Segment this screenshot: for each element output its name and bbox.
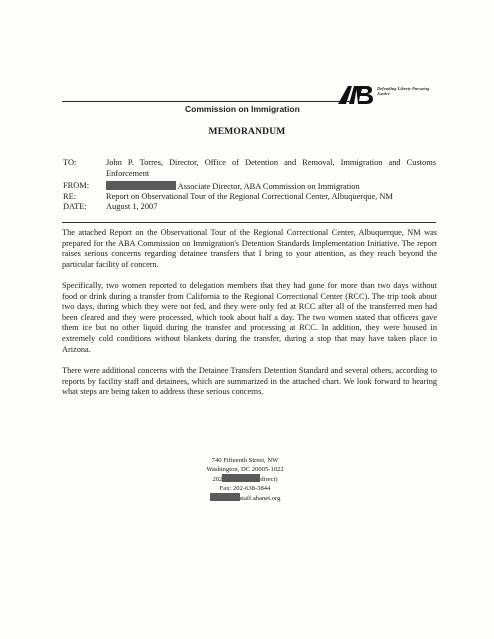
from-value: Associate Director, ABA Commission on Immigration [177, 182, 360, 191]
footer-email: staff.abanet.org [150, 493, 340, 503]
re-value: Report on Observational Tour of the Regional Correctional Center, Albuquerque, NM [106, 192, 393, 201]
redaction-block [210, 493, 240, 501]
footer-fax: Fax: 202-638-3844 [219, 485, 271, 492]
date-label: DATE: [63, 202, 87, 211]
header-rule [62, 101, 350, 102]
memo-title: MEMORANDUM [208, 127, 286, 137]
footer-phone: 202 direct) [212, 476, 278, 483]
from-field [106, 181, 436, 193]
body-paragraph: There were additional concerns with the Detainee Transfers Detention Standard and several others, according to reports by facility staff and detainees, which are summarized in the attached chart. We look forward to hearing what steps are being taken to address these serious concerns. [62, 366, 437, 397]
header-divider [62, 222, 436, 223]
to-value: John P. Torres, Director, Office of Detention and Removal, Immigration and Customs Enforcement [106, 158, 436, 178]
footer-street: 740 Fifteenth Street, NW [211, 457, 279, 464]
body-paragraph: Specifically, two women reported to delegation members that they had gone for more than two days without food or drink during a transfer from California to the Regional Correctional Center (RCC). The trip took about two days, during which they were not fed, and they were only fed at RCC after all of the transferred men had been cleared and they were processed, which took about half a day. The two women stated that officers gave them ice but no other liquid during the transfer and processing at RCC. In addition, they were housed in extremely cold conditions without blankets during the transfer, during a stop that may have taken place in Arizona. [62, 281, 437, 354]
re-label: RE: [63, 192, 77, 201]
footer-address [150, 456, 340, 503]
logo-tagline: Defending Liberty Pursuing Justice [377, 86, 430, 96]
organization-name: Commission on Immigration [185, 104, 300, 114]
body-paragraph: The attached Report on the Observational Tour of the Regional Correctional Center, Albuquerque, NM was prepared for the ABA Commission on Immigration's Detention Standards Implementation Initiative. The report raises serious concerns regarding detainee transfers that I bring to your attention, as they reach beyond the particular facility of concern. [62, 228, 437, 269]
from-label: FROM: [63, 181, 90, 190]
redaction-block [222, 474, 260, 482]
to-label: TO: [63, 158, 77, 167]
date-value: August 1, 2007 [106, 202, 158, 211]
redaction-block [106, 181, 176, 190]
aba-logo-icon [336, 84, 376, 104]
footer-city: Washington, DC 20005-1022 [206, 466, 284, 473]
